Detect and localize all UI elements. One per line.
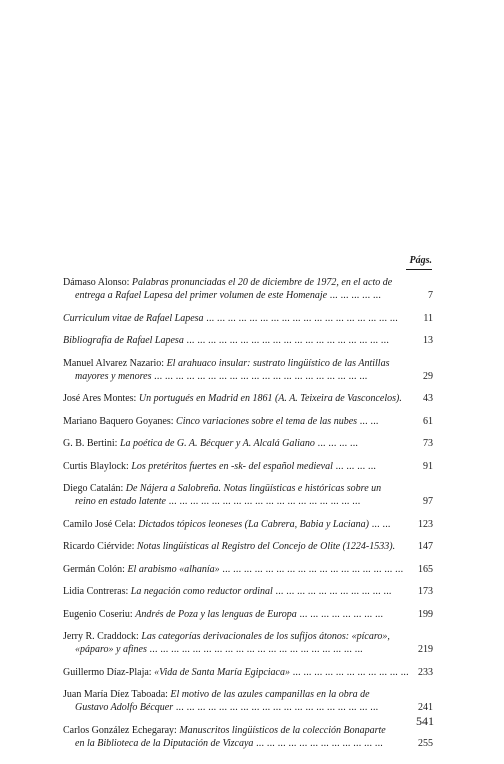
toc-entry [63, 334, 433, 347]
toc-entry [63, 518, 433, 531]
entry-line [63, 518, 411, 531]
toc-entry [63, 540, 433, 553]
leader-dots: ... ... ... ... ... ... ... ... ... ... ... [290, 666, 409, 678]
leader-dots: ... ... ... ... ... [327, 290, 382, 301]
entry-line [63, 585, 411, 598]
entry-line [63, 276, 411, 289]
toc-entry [63, 724, 433, 750]
toc-entry [63, 392, 433, 405]
entry-title: Curriculum vitae de Rafael Lapesa [63, 312, 204, 324]
entry-line [63, 724, 411, 737]
leader-dots: ... ... ... ... ... ... ... ... ... ... ... [272, 586, 392, 597]
entry-author: Mariano Baquero Goyanes: [63, 415, 174, 427]
page-number: 541 [416, 714, 434, 728]
entry-title-cont: «páparo» y afines [75, 644, 147, 655]
leader-dots: ... ... ... ... ... ... ... ... ... ... ... ... ... ... ... ... ... ... [203, 312, 398, 324]
entry-line [63, 392, 411, 405]
entry-line [63, 437, 411, 450]
entry-author: Ricardo Ciérvide: [63, 541, 135, 552]
entry-title: El motivo de las azules campanillas en la obra de [170, 689, 370, 700]
entry-author: Dámaso Alonso: [63, 277, 130, 288]
entry-author: Lidia Contreras: [63, 586, 129, 597]
entry-author: Manuel Alvarez Nazario: [63, 357, 165, 369]
header-rule [406, 269, 432, 270]
entry-title: Andrés de Poza y las lenguas de Europa [135, 608, 297, 620]
entry-page-number: 241 [418, 702, 433, 713]
leader-dots: ... ... ... ... [332, 460, 377, 472]
entry-line [63, 630, 411, 643]
entry-title: Los pretéritos fuertes en -sk- del español medieval [131, 460, 333, 472]
entry-title: Dictados tópicos leoneses (La Cabrera, Babia y Laciana) [138, 518, 369, 530]
entry-line [63, 370, 411, 383]
entry-author: Guillermo Díaz-Plaja: [63, 666, 152, 678]
entry-title: El arahuaco insular: sustrato lingüístico de las Antillas [166, 357, 390, 369]
leader-dots: ... ... ... ... ... ... ... ... [296, 608, 384, 620]
entry-title: Palabras pronunciadas el 20 de diciembre de 1972, en el acto de [131, 277, 393, 288]
entry-line [63, 737, 411, 750]
entry-author: Jerry R. Craddock: [63, 631, 139, 642]
toc-entry [63, 563, 433, 576]
toc-entry [63, 608, 433, 621]
entry-title: «Vida de Santa María Egipciaca» [154, 666, 290, 678]
leader-dots: ... ... ... ... ... ... ... ... ... ... ... ... ... ... ... ... ... ... ... ... [151, 370, 368, 382]
entry-author: Germán Colón: [63, 563, 125, 575]
table-of-contents [63, 276, 433, 759]
leader-dots: ... ... [357, 415, 379, 427]
entry-line [63, 540, 411, 553]
entry-title: La negación como reductor ordinal [130, 586, 273, 597]
toc-entry [63, 630, 433, 656]
entry-page-number: 91 [423, 460, 433, 472]
entry-line [63, 334, 411, 347]
entry-page-number: 11 [423, 312, 433, 324]
entry-title-cont: mayores y menores [75, 370, 152, 382]
entry-line [63, 666, 411, 679]
entry-title: Manuscritos lingüísticos de la colección Bonaparte [179, 724, 386, 736]
entry-page-number: 147 [418, 541, 433, 552]
entry-page-number: 123 [418, 518, 433, 530]
entry-line [63, 312, 411, 325]
entry-title: Cinco variaciones sobre el tema de las nubes [176, 415, 358, 427]
leader-dots: ... ... ... ... ... ... ... ... ... ... ... ... ... ... ... ... ... ... ... [183, 335, 390, 346]
entry-author: Juan María Díez Taboada: [63, 689, 168, 700]
entry-page-number: 199 [418, 608, 433, 620]
entry-title-cont: entrega a Rafael Lapesa del primer volumen de este Homenaje [75, 290, 328, 301]
entry-title: La poética de G. A. Bécquer y A. Alcalá Galiano [119, 438, 315, 449]
entry-page-number: 173 [418, 586, 433, 597]
entry-title: Un portugués en Madrid en 1861 (A. A. Teixeira de Vasconcelos). [138, 393, 402, 404]
entry-page-number: 13 [423, 335, 433, 346]
toc-entry [63, 276, 433, 302]
entry-title: Bibliografía de Rafael Lapesa [63, 335, 184, 346]
entry-title: Notas lingüísticas al Registro del Concejo de Olite (1224-1533). [136, 541, 396, 552]
toc-entry [63, 357, 433, 383]
entry-title: Las categorías derivacionales de los sufijos átonos: «pícaro», [141, 631, 390, 642]
entry-author: Eugenio Coseriu: [63, 608, 133, 620]
entry-author: G. B. Bertini: [63, 438, 118, 449]
entry-title: De Nájera a Salobreña. Notas lingüísticas e históricas sobre un [125, 483, 382, 494]
entry-author: Curtis Blaylock: [63, 460, 129, 472]
entry-page-number: 7 [428, 290, 433, 301]
toc-entry [63, 460, 433, 473]
entry-page-number: 233 [418, 666, 433, 678]
leader-dots: ... ... ... ... ... ... ... ... ... ... ... ... ... ... ... ... ... ... ... [173, 702, 379, 713]
entry-author: Carlos González Echegaray: [63, 724, 177, 736]
entry-line [63, 688, 411, 701]
toc-entry [63, 482, 433, 508]
toc-entry [63, 415, 433, 428]
entry-author: José Ares Montes: [63, 393, 137, 404]
entry-title-cont: Gustavo Adolfo Bécquer [75, 702, 174, 713]
leader-dots: ... ... ... ... ... ... ... ... ... ... ... ... ... ... ... ... ... ... [166, 496, 361, 507]
entry-page-number: 61 [423, 415, 433, 427]
toc-entry [63, 585, 433, 598]
entry-title-cont: en la Biblioteca de la Diputación de Vizcaya [75, 737, 254, 749]
toc-entry [63, 688, 433, 714]
entry-page-number: 165 [418, 563, 433, 575]
entry-line [63, 608, 411, 621]
entry-line [63, 701, 411, 714]
entry-line [63, 482, 411, 495]
entry-page-number: 219 [418, 644, 433, 655]
entry-title-cont: reino en estado latente [75, 496, 166, 507]
pages-column-header: Págs. [409, 255, 432, 266]
entry-line [63, 415, 411, 428]
entry-page-number: 97 [423, 496, 433, 507]
entry-page-number: 255 [418, 737, 433, 749]
entry-line [63, 289, 411, 302]
entry-line [63, 643, 411, 656]
toc-entry [63, 312, 433, 325]
entry-page-number: 73 [423, 438, 433, 449]
entry-title: El arabismo «alhanía» [127, 563, 220, 575]
entry-line [63, 563, 411, 576]
leader-dots: ... ... [369, 518, 391, 530]
entry-line [63, 460, 411, 473]
leader-dots: ... ... ... ... ... ... ... ... ... ... ... ... [253, 737, 383, 749]
leader-dots: ... ... ... ... ... ... ... ... ... ... ... ... ... ... ... ... ... ... ... ... [146, 644, 363, 655]
leader-dots: ... ... ... ... ... ... ... ... ... ... ... ... ... ... ... ... ... [219, 563, 404, 575]
toc-entry [63, 666, 433, 679]
entry-author: Camilo José Cela: [63, 518, 136, 530]
leader-dots: ... ... ... ... [314, 438, 359, 449]
entry-page-number: 29 [423, 370, 433, 382]
entry-line [63, 357, 411, 370]
entry-author: Diego Catalán: [63, 483, 124, 494]
toc-entry [63, 437, 433, 450]
entry-line [63, 495, 411, 508]
entry-page-number: 43 [423, 393, 433, 404]
